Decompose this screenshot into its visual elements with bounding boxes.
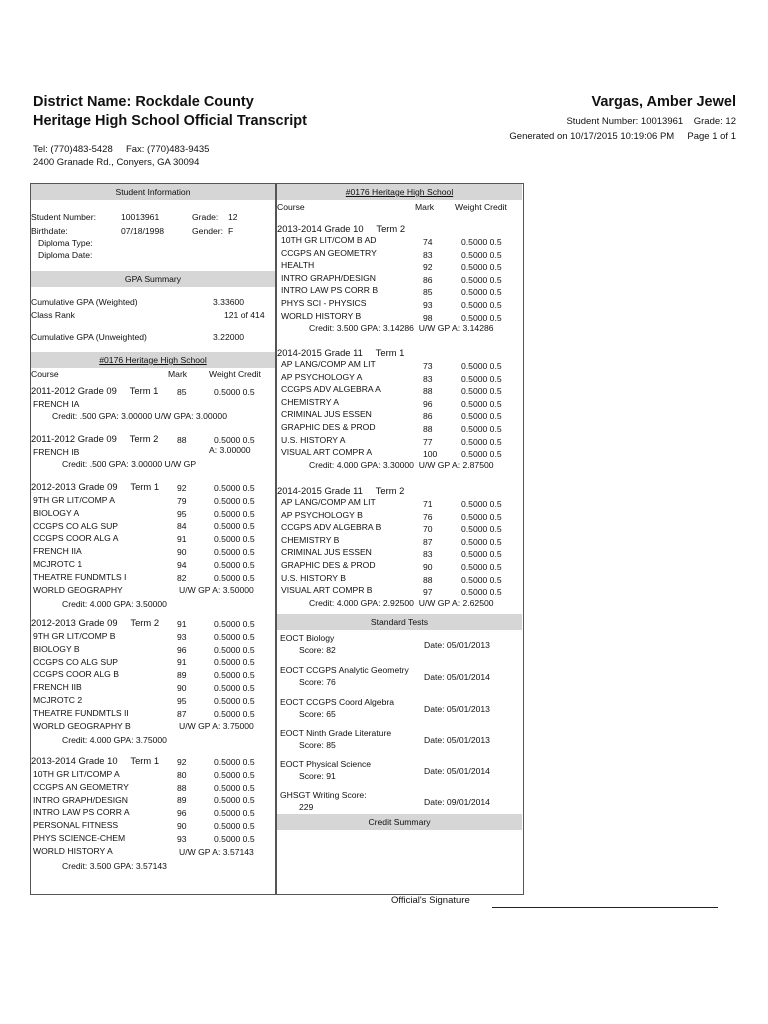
course-weight-credit: 0.5000 0.5 [214,808,255,819]
course-weight-credit: 0.5000 0.5 [214,695,255,706]
course-name: WORLD HISTORY A [33,845,113,856]
course-name: WORLD GEOGRAPHY B [33,720,131,731]
unweighted-gpa-label: Cumulative GPA (Unweighted) [31,332,147,342]
transcript-title: Heritage High School Official Transcript [33,113,307,129]
course-name: VISUAL ART COMPR B [281,585,373,596]
test-score: Score: 85 [299,740,336,750]
test-date: Date: 05/01/2014 [424,766,490,776]
course-mark: 94 [177,559,187,570]
course-mark: 95 [177,695,187,706]
course-mark: 93 [177,631,187,642]
school-address: 2400 Granade Rd., Conyers, GA 30094 [33,157,200,168]
course-weight-credit: 0.5000 0.5 [214,795,255,806]
course-mark: 87 [423,536,433,547]
course-weight-credit: 0.5000 0.5 [461,549,502,560]
course-name: CHEMISTRY A [281,396,339,407]
course-weight-credit: 0.5000 0.5 [461,373,502,384]
course-mark: 91 [177,534,187,545]
left-mark-col: Mark [168,369,188,379]
course-name: FRENCH IIB [33,682,82,693]
course-mark: 70 [423,524,433,535]
course-weight-credit: 0.5000 0.5 [214,559,255,570]
term-title: 2014-2015 Grade 11 Term 2 [277,485,405,496]
course-weight-credit: 0.5000 0.5 [461,249,502,260]
official-signature-label: Official's Signature [391,895,470,906]
course-mark: 85 [423,287,433,298]
course-name: CCGPS CO ALG SUP [33,520,119,531]
course-mark: 83 [423,373,433,384]
course-mark: 71 [423,499,433,509]
term-summary: Credit: 4.000 GPA: 3.75000 [62,735,167,746]
test-score: Score: 82 [299,645,336,655]
term-summary: Credit: 4.000 GPA: 3.30000 U/W GP A: 2.87500 [309,459,494,470]
test-date: Date: 09/01/2014 [424,797,490,807]
term-summary: Credit: .500 GPA: 3.00000 U/W GP [62,459,197,469]
course-weight-credit: 0.5000 0.5 [214,619,255,629]
course-name: CCGPS COOR ALG B [33,669,119,680]
course-name: 9TH GR LIT/COMP A [33,495,115,505]
gender-label: Gender: [192,226,224,236]
course-weight-credit: 0.5000 0.5 [214,483,255,493]
test-name: EOCT Physical Science [280,759,372,769]
test-name: EOCT CCGPS Coord Algebra [280,697,394,707]
birthdate-label: Birthdate: [31,226,68,236]
course-weight-credit: 0.5000 0.5 [461,361,502,371]
unweighted-gpa-value: 3.22000 [213,332,245,342]
course-mark: 90 [177,547,187,557]
district-name: District Name: Rockdale County [33,94,254,110]
course-weight-credit: 0.5000 0.5 [214,833,255,844]
course-mark: 100 [423,449,438,460]
course-mark: 91 [177,657,187,668]
term-uw-gpa: U/W GP A: 3.57143 [179,846,254,857]
course-name: MCJROTC 2 [33,695,83,705]
course-name: PHYS SCIENCE-CHEM [33,833,126,843]
course-mark: 90 [423,562,433,572]
school-phone-fax: Tel: (770)483-5428 Fax: (770)483-9435 [33,144,210,155]
course-name: PHYS SCI - PHYSICS [281,298,367,308]
grade-label: Grade: [192,212,219,222]
course-mark: 89 [177,795,187,806]
term-summary: Credit: 4.000 GPA: 3.50000 [62,599,167,610]
course-weight-credit: 0.5000 0.5 [214,495,255,506]
course-mark: 86 [423,274,433,285]
term-title: 2012-2013 Grade 09 Term 1 [31,481,160,492]
term-summary: Credit: 3.500 GPA: 3.14286 U/W GP A: 3.14286 [309,323,494,334]
left-weight-credit-col: Weight Credit [209,369,261,379]
standard-tests-header: Standard Tests [277,614,522,630]
right-course-col: Course [277,202,305,212]
course-weight-credit: 0.5000 0.5 [461,237,502,247]
course-name: INTRO GRAPH/DESIGN [33,794,129,805]
course-weight-credit: 0.5000 0.5 [214,683,255,693]
course-weight-credit: 0.5000 0.5 [461,574,502,585]
test-name: EOCT Biology [280,633,335,643]
course-name: CHEMISTRY B [281,534,340,545]
course-weight-credit: 0.5000 0.5 [214,821,255,831]
course-weight-credit: 0.5000 0.5 [461,287,502,298]
course-name: CRIMINAL JUS ESSEN [281,547,372,558]
course-weight-credit: 0.5000 0.5 [214,572,255,583]
course-name: PERSONAL FITNESS [33,820,119,831]
course-name: FRENCH IIA [33,546,82,557]
course-name: INTRO GRAPH/DESIGN [281,272,377,283]
term-title: 2014-2015 Grade 11 Term 1 [277,347,405,358]
course-name: AP LANG/COMP AM LIT [281,497,376,507]
course-name: THEATRE FUNDMTLS II [33,707,129,718]
course-weight-credit: 0.5000 0.5 [461,398,502,409]
course-mark: 91 [177,619,187,629]
right-weight-credit-col: Weight Credit [455,202,507,212]
course-mark: 88 [423,424,433,434]
course-mark: 79 [177,495,187,506]
credit-summary-header: Credit Summary [277,814,522,830]
course-name: AP LANG/COMP AM LIT [281,359,376,369]
course-name: VISUAL ART COMPR A [281,447,373,458]
term-summary-cont: A: 3.00000 [209,445,251,455]
course-name: 10TH GR LIT/COMP A [33,769,120,779]
test-score: 229 [299,802,314,812]
course-mark: 93 [177,833,187,844]
course-weight-credit: 0.5000 0.5 [461,386,502,397]
course-mark: 95 [177,508,187,519]
left-course-col: Course [31,369,59,379]
course-weight-credit: 0.5000 0.5 [214,547,255,557]
course-name: 10TH GR LIT/COM B AD [281,235,377,245]
course-name: WORLD HISTORY B [281,310,362,321]
term-summary: Credit: 3.500 GPA: 3.57143 [62,860,167,871]
course-name: HEALTH [281,260,315,271]
student-number-grade: Student Number: 10013961 Grade: 12 [566,116,736,127]
course-weight-credit: 0.5000 0.5 [461,587,502,598]
term-title: 2011-2012 Grade 09 Term 1 [31,385,159,396]
course-mark: 87 [177,708,187,719]
test-score: Score: 76 [299,677,336,687]
course-mark: 77 [423,436,433,447]
right-mark-col: Mark [415,202,435,212]
gender-value: F [228,226,234,236]
course-mark: 88 [423,574,433,585]
course-name: INTRO LAW PS CORR B [281,285,379,296]
course-mark: 85 [177,387,187,397]
test-name: EOCT CCGPS Analytic Geometry [280,665,409,675]
course-name: CRIMINAL JUS ESSEN [281,409,372,420]
course-name: CCGPS ADV ALGEBRA B [281,522,382,533]
course-name: GRAPHIC DES & PROD [281,560,376,570]
course-name: AP PSYCHOLOGY B [281,509,363,520]
course-name: FRENCH IB [33,447,80,457]
course-weight-credit: 0.5000 0.5 [461,511,502,522]
test-score: Score: 65 [299,709,336,719]
term-title: 2012-2013 Grade 09 Term 2 [31,617,160,628]
course-mark: 83 [423,549,433,560]
course-mark: 96 [177,644,187,655]
course-weight-credit: 0.5000 0.5 [214,508,255,519]
course-name: THEATRE FUNDMTLS I [33,571,127,582]
right-school-header [277,184,522,200]
course-mark: 89 [177,670,187,681]
course-mark: 86 [423,411,433,422]
course-weight-credit: 0.5000 0.5 [461,524,502,535]
course-weight-credit: 0.5000 0.5 [214,631,255,642]
course-mark: 98 [423,312,433,323]
course-weight-credit: 0.5000 0.5 [461,411,502,422]
course-weight-credit: 0.5000 0.5 [214,782,255,793]
grade-value: 12 [228,212,238,222]
course-mark: 96 [177,808,187,819]
test-date: Date: 05/01/2014 [424,672,490,682]
term-uw-gpa: U/W GP A: 3.50000 [179,585,254,596]
test-date: Date: 05/01/2013 [424,704,490,714]
course-mark: 90 [177,683,187,693]
student-number-value: 10013961 [121,212,160,222]
course-name: CCGPS AN GEOMETRY [281,247,377,258]
course-mark: 92 [177,757,187,767]
test-score: Score: 91 [299,771,336,781]
course-weight-credit: 0.5000 0.5 [214,769,255,780]
course-mark: 82 [177,572,187,583]
diploma-date-label: Diploma Date: [38,250,93,260]
term-title: 2013-2014 Grade 10 Term 1 [31,755,160,766]
course-weight-credit: 0.5000 0.5 [461,274,502,285]
course-mark: 97 [423,587,433,598]
gpa-summary-header: GPA Summary [31,271,275,287]
course-weight-credit: 0.5000 0.5 [214,757,255,767]
term-title: 2011-2012 Grade 09 Term 2 [31,433,159,444]
class-rank-label: Class Rank [31,310,75,320]
term-summary: Credit: 4.000 GPA: 2.92500 U/W GP A: 2.62500 [309,597,494,608]
course-weight-credit: 0.5000 0.5 [461,424,502,434]
student-number-label: Student Number: [31,212,96,222]
course-weight-credit: 0.5000 0.5 [461,312,502,323]
course-weight-credit: 0.5000 0.5 [461,562,502,572]
course-weight-credit: 0.5000 0.5 [214,708,255,719]
term-summary: Credit: .500 GPA: 3.00000 U/W GPA: 3.00000 [52,411,227,421]
course-weight-credit: 0.5000 0.5 [214,670,255,681]
course-mark: 88 [177,782,187,793]
course-mark: 73 [423,361,433,371]
weighted-gpa-value: 3.33600 [213,297,245,307]
course-weight-credit: 0.5000 0.5 [461,499,502,509]
course-name: CCGPS COOR ALG A [33,533,119,544]
student-info-header: Student Information [31,184,275,200]
course-weight-credit: 0.5000 0.5 [214,644,255,655]
diploma-type-label: Diploma Type: [38,238,93,248]
course-name: MCJROTC 1 [33,559,83,569]
term-uw-gpa: U/W GP A: 3.75000 [179,721,254,732]
test-name: GHSGT Writing Score: [280,790,367,800]
test-name: EOCT Ninth Grade Literature [280,728,392,738]
course-weight-credit: 0.5000 0.5 [461,449,502,460]
test-date: Date: 05/01/2013 [424,640,490,650]
left-school-heading: #0176 Heritage High School [99,355,207,365]
weighted-gpa-label: Cumulative GPA (Weighted) [31,297,138,307]
course-mark: 92 [177,483,187,493]
course-weight-credit: 0.5000 0.5 [214,387,255,397]
course-weight-credit: 0.5000 0.5 [461,436,502,447]
course-mark: 84 [177,521,187,532]
course-weight-credit: 0.5000 0.5 [214,534,255,545]
course-name: CCGPS AN GEOMETRY [33,781,129,792]
course-weight-credit: 0.5000 0.5 [214,657,255,668]
course-name: U.S. HISTORY B [281,572,346,583]
course-mark: 74 [423,237,433,247]
course-name: U.S. HISTORY A [281,434,346,445]
course-weight-credit: 0.5000 0.5 [214,521,255,532]
student-name: Vargas, Amber Jewel [591,94,736,110]
course-weight-credit: 0.5000 0.5 [461,300,502,310]
term-title: 2013-2014 Grade 10 Term 2 [277,223,406,234]
course-mark: 88 [177,435,187,445]
course-name: WORLD GEOGRAPHY [33,584,123,595]
right-school-heading: #0176 Heritage High School [345,187,454,197]
course-mark: 88 [423,386,433,397]
course-mark: 80 [177,769,187,780]
course-name: BIOLOGY A [33,507,80,518]
course-name: GRAPHIC DES & PROD [281,422,376,432]
course-mark: 93 [423,300,433,310]
course-name: 9TH GR LIT/COMP B [33,631,116,641]
course-name: BIOLOGY B [33,643,80,654]
signature-line[interactable] [492,907,718,908]
class-rank-value: 121 of 414 [224,310,265,320]
course-mark: 83 [423,249,433,260]
test-date: Date: 05/01/2013 [424,735,490,745]
course-name: CCGPS CO ALG SUP [33,656,119,667]
course-weight-credit: 0.5000 0.5 [214,435,255,445]
course-name: AP PSYCHOLOGY A [281,371,363,382]
course-name: INTRO LAW PS CORR A [33,807,130,818]
course-mark: 76 [423,511,433,522]
course-weight-credit: 0.5000 0.5 [461,262,502,273]
course-name: CCGPS ADV ALGEBRA A [281,384,381,395]
generated-timestamp: Generated on 10/17/2015 10:19:06 PM Page 1 of 1 [509,131,736,142]
course-weight-credit: 0.5000 0.5 [461,536,502,547]
birthdate-value: 07/18/1998 [121,226,165,236]
course-mark: 96 [423,398,433,409]
course-mark: 90 [177,821,187,831]
course-mark: 92 [423,262,433,273]
course-name: FRENCH IA [33,399,80,409]
